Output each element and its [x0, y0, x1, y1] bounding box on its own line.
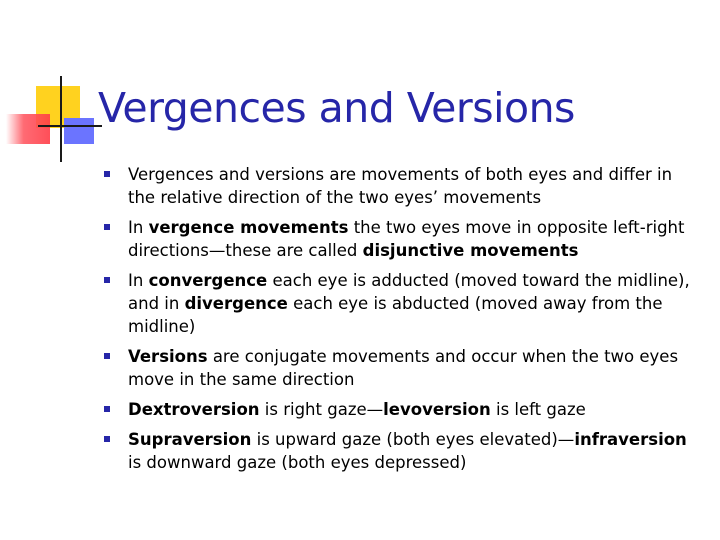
bullet-segment-bold: disjunctive movements	[362, 241, 579, 260]
bullet-segment-bold: levoversion	[383, 400, 491, 419]
bullet-segment-bold: convergence	[148, 271, 268, 290]
bullet-marker	[104, 406, 110, 412]
bullet-segment: Vergences and versions are movements of both eyes and differ in the relative direction of the two eyes’ movements	[128, 165, 673, 207]
bullet-item	[104, 345, 694, 391]
bullet-text	[128, 428, 694, 474]
bullet-segment: each eye is abducted (moved away from the midline)	[128, 294, 663, 336]
bullet-item	[104, 163, 694, 209]
bullet-item	[104, 428, 694, 474]
bullet-text	[128, 345, 694, 391]
bullet-segment: is downward gaze (both eyes depressed)	[128, 453, 467, 472]
bullet-marker	[104, 353, 110, 359]
bullet-marker	[104, 224, 110, 230]
bullet-segment-bold: Dextroversion	[128, 400, 260, 419]
bullet-marker	[104, 277, 110, 283]
slide-title: Vergences and Versions	[98, 84, 575, 132]
bullet-segment: the two eyes move in opposite left-right directions—these are called	[128, 218, 685, 260]
bullet-segment-bold: Versions	[128, 347, 208, 366]
bullet-segment: is left gaze	[490, 400, 586, 419]
bullet-segment-bold: vergence movements	[148, 218, 349, 237]
bullet-text	[128, 216, 694, 262]
logo-vertical-line	[60, 76, 62, 162]
bullet-segment-bold: infraversion	[574, 430, 687, 449]
bullet-segment: are conjugate movements and occur when the two eyes move in the same direction	[128, 347, 679, 389]
bullet-marker	[104, 436, 110, 442]
bullet-segment-bold: Supraversion	[128, 430, 252, 449]
decorative-logo	[0, 0, 110, 170]
bullet-item	[104, 398, 694, 421]
bullet-segment: In	[128, 271, 149, 290]
bullet-segment: each eye is adducted (moved toward the midline), and in	[128, 271, 690, 313]
bullet-marker	[104, 171, 110, 177]
bullet-list	[104, 163, 694, 481]
logo-red-square	[6, 114, 50, 144]
bullet-text	[128, 269, 694, 338]
bullet-segment: is right gaze—	[259, 400, 384, 419]
bullet-text	[128, 163, 694, 209]
bullet-segment: In	[128, 218, 149, 237]
bullet-segment-bold: divergence	[184, 294, 288, 313]
logo-blue-square	[64, 118, 94, 144]
logo-horizontal-line	[38, 125, 102, 127]
bullet-item	[104, 216, 694, 262]
bullet-segment: is upward gaze (both eyes elevated)—	[251, 430, 575, 449]
bullet-text	[128, 398, 694, 421]
bullet-item	[104, 269, 694, 338]
